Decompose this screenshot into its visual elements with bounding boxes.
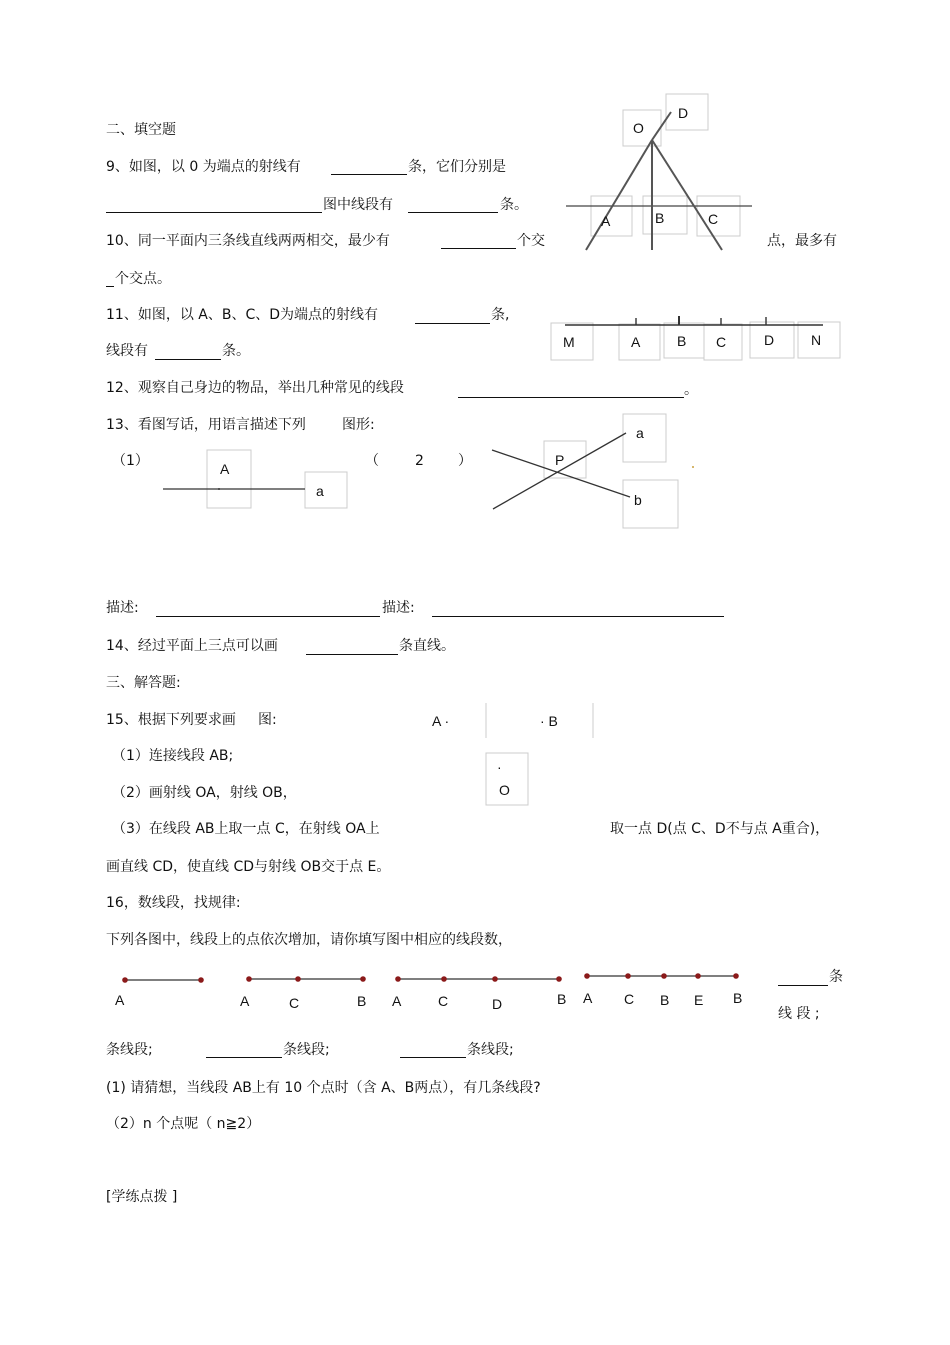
q11-text-2: 条, xyxy=(491,307,510,323)
fig15-dot-o: · xyxy=(497,759,502,775)
fig11-label-c: C xyxy=(716,334,727,350)
fig15-label-a: A · xyxy=(432,713,450,729)
q13-text: 13、看图写话，用语言描述下列 xyxy=(106,417,306,433)
q16-tiao: 条 xyxy=(829,969,843,985)
q14-text-2: 条直线。 xyxy=(399,638,455,654)
q15-step-4: 画直线 CD，使直线 CD与射线 OB交于点 E。 xyxy=(106,859,391,875)
fig16-g2-label-2: B xyxy=(357,993,367,1009)
q10-text-4: 个交点。 xyxy=(115,271,171,287)
fig9-label-a: A xyxy=(601,213,611,229)
fig16-g4-label-3: E xyxy=(694,992,704,1008)
fig16-g3-label-3: B xyxy=(557,991,567,1007)
q15-step-3a: （3）在线段 AB上取一点 C，在射线 OA上 xyxy=(112,821,380,837)
q16-part-2: （2）n 个点呢（ n≧2） xyxy=(106,1116,261,1132)
q13-part-2-num: 2 xyxy=(415,453,424,469)
q14-text: 14、经过平面上三点可以画 xyxy=(106,638,278,654)
q10-text-3: 点，最多有 xyxy=(767,233,837,249)
fig11-label-m: M xyxy=(563,334,575,350)
fig11-label-n: N xyxy=(811,332,822,348)
fig16-g1-label-0: A xyxy=(115,992,125,1008)
fig13b-label-p: P xyxy=(555,452,565,468)
figure-q11 xyxy=(551,316,840,360)
q16-instructions: 下列各图中，线段上的点依次增加，请你填写图中相应的线段数， xyxy=(106,932,512,948)
q11-text-3: 线段有 xyxy=(106,343,148,359)
q13-part-2-open: （ xyxy=(365,453,379,469)
fig16-g4-label-2: B xyxy=(660,992,670,1008)
fig16-g1-point-a xyxy=(122,977,128,983)
section-2-heading: 二、填空题 xyxy=(106,122,176,138)
q12-text-2: 。 xyxy=(684,382,698,398)
q13-part-1-label: （1） xyxy=(112,453,149,469)
q10-text-2: 个交 xyxy=(517,233,545,249)
q12-text: 12、观察自己身边的物品，举出几种常见的线段 xyxy=(106,380,404,396)
figure-q13-1 xyxy=(163,450,347,508)
q9-text: 9、如图，以 0 为端点的射线有 xyxy=(106,159,301,175)
fig16-g1-point-end xyxy=(198,977,204,983)
q11-text-4: 条。 xyxy=(222,343,250,359)
q16-row-text-3: 条线段; xyxy=(467,1042,514,1058)
q13-part-2-close: ） xyxy=(458,453,472,469)
fig9-label-c: C xyxy=(708,211,719,227)
q9-text-2: 条，它们分别是 xyxy=(408,159,506,175)
q15-text: 15、根据下列要求画 xyxy=(106,712,236,728)
figure-q13-2 xyxy=(492,414,694,528)
q15-step-2: （2）画射线 OA，射线 OB， xyxy=(112,785,297,801)
q15-step-3b: 取一点 D(点 C、D不与点 A重合)， xyxy=(610,821,830,837)
q16-text: 16，数线段，找规律: xyxy=(106,895,241,911)
q13-desc-label-1: 描述: xyxy=(106,600,139,616)
fig16-g3-label-2: D xyxy=(492,996,503,1012)
fig16-g2-label-1: C xyxy=(289,995,300,1011)
q15-step-1: （1）连接线段 AB; xyxy=(112,748,234,764)
figure-q16 xyxy=(122,973,739,983)
fig16-g4-label-0: A xyxy=(583,990,593,1006)
fig16-g3-label-0: A xyxy=(392,993,402,1009)
fig9-label-b: B xyxy=(655,210,665,226)
fig13a-label-a-lower: a xyxy=(316,483,324,499)
fig9-label-o: O xyxy=(633,120,644,136)
q13-text-2: 图形: xyxy=(342,417,375,433)
q16-row-text-1: 条线段; xyxy=(106,1042,153,1058)
fig9-label-d: D xyxy=(678,105,689,121)
fig13b-label-a: a xyxy=(636,425,644,441)
fig11-label-a: A xyxy=(631,334,641,350)
fig11-label-b: B xyxy=(677,333,687,349)
fig11-label-d: D xyxy=(764,332,775,348)
fig16-g4-label-4: B xyxy=(733,990,743,1006)
figure-q9 xyxy=(566,94,752,250)
fig16-g4-label-1: C xyxy=(624,991,635,1007)
q11-text: 11、如图，以 A、B、C、D为端点的射线有 xyxy=(106,307,379,323)
q16-xianduan: 线 段 ; xyxy=(778,1006,820,1022)
q9-text-3: 图中线段有 xyxy=(323,197,393,213)
q10-text: 10、同一平面内三条线直线两两相交，最少有 xyxy=(106,233,390,249)
fig15-label-b: · B xyxy=(540,713,558,729)
q13-desc-label-2: 描述: xyxy=(382,600,415,616)
footer-tips: [学练点拨 ] xyxy=(106,1189,178,1205)
q16-part-1: (1) 请猜想，当线段 AB上有 10 个点时（含 A、B两点），有几条线段? xyxy=(106,1080,541,1096)
fig16-g3-label-1: C xyxy=(438,993,449,1009)
fig13b-line-2 xyxy=(493,433,626,509)
section-3-heading: 三、解答题: xyxy=(106,675,181,691)
q15-text-2: 图: xyxy=(258,712,277,728)
q16-row-text-2: 条线段; xyxy=(283,1042,330,1058)
fig16-g2-label-0: A xyxy=(240,993,250,1009)
q9-text-4: 条。 xyxy=(500,197,528,213)
fig9-ray-oa xyxy=(586,140,652,250)
fig15-label-o: O xyxy=(499,782,510,798)
fig13a-label-a-upper: A xyxy=(220,461,230,477)
fig13b-label-b: b xyxy=(634,492,642,508)
